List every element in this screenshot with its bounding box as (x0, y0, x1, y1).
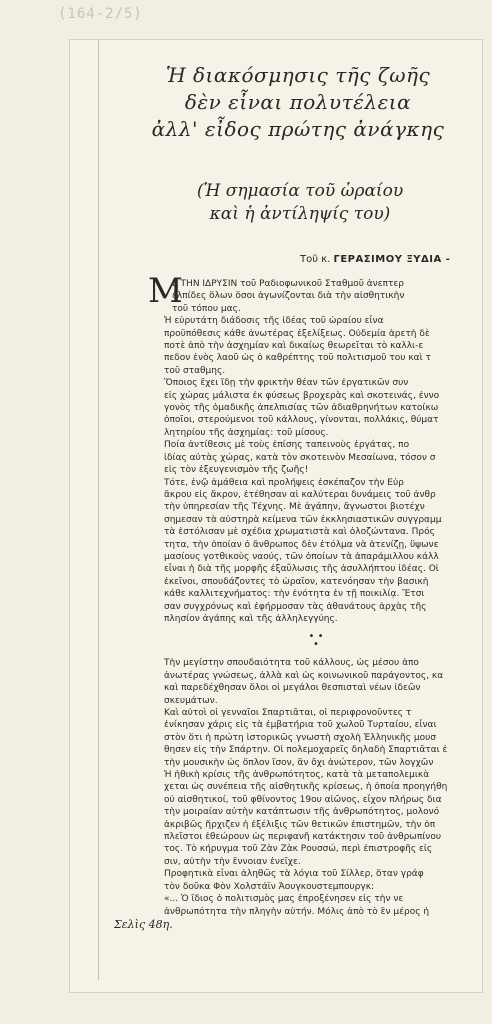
text-line: γονὸς τῆς ὁμαδικῆς ἀπελπισίας τῶν ἀδιαθρηνήτων κατοίκω (164, 403, 439, 414)
text-line: τὴν μουσικὴν ὡς ὅπλον ἴσον, ἂν ὄχι ἀνώτερον, τῶν λογχῶν (164, 757, 434, 768)
text-line: σκευμάτων. (164, 695, 218, 706)
text-line: Τὴν μεγίστην σπουδαιότητα τοῦ κάλλους, ὡς μέσου ἀπο (164, 658, 419, 669)
text-line: τὴν μοιραίαν αὐτὴν κατάπτωσιν τῆς ἀνθρωπότητος, μολονό (164, 807, 440, 818)
paragraph (150, 278, 482, 315)
text-line: εἰς χώρας μάλιστα ἐκ φύσεως βροχερὰς καὶ σκοτεινάς, ἐννο (164, 390, 440, 401)
text-line: ἀκριβῶς ἤρχιζεν ἡ ἐξέλιξις τῶν θετικῶν ἐπιστημῶν, τὴν ὁπ (164, 819, 436, 830)
article-subtitle (150, 180, 450, 226)
paragraph (150, 657, 482, 707)
text-line: ἀνωτέρας γνώσεως, ἀλλὰ καὶ ὡς κοινωνικοῦ παράγοντος, κα (164, 670, 444, 681)
text-line: Τότε, ἐνῷ ἀμάθεια καὶ προλήψεις ἐσκέπαζον τὴν Εὐρ (164, 477, 404, 488)
text-line: Ποία ἀντίθεσις μὲ τοὺς ἐπίσης ταπεινοὺς ἐργάτας, πο (164, 440, 410, 451)
text-line: «... Ὁ ἴδιος ὁ πολιτισμὸς μας ἐπροξένησεν εἰς τὴν νε (164, 894, 404, 905)
paragraph (150, 769, 482, 868)
text-line: ποτὲ ἀπὸ τὴν ἀσχημίαν καὶ δικαίως θεωρεῖται τὸ καλλι-ε (164, 341, 424, 352)
subtitle-line: καὶ ἡ ἀντίληψίς του) (209, 204, 391, 224)
text-line: πλησίον ἀγάπης καὶ τῆς ἀλληλεγγύης. (164, 613, 338, 624)
paragraph (150, 477, 482, 626)
fold-line (98, 40, 99, 980)
page-number: Σελὶς 48η. (114, 918, 173, 931)
text-line: ἰδίας αὐτὰς χώρας, κατὰ τὸν σκοτεινὸν Μεσαίωνα, τόσον σ (164, 452, 436, 463)
text-line: Ἡ εὐρυτάτη διάδοσις τῆς ἰδέας τοῦ ὡραίου εἶνα (164, 316, 384, 327)
handwritten-scrawl: (164-2/5) (58, 6, 143, 22)
text-line: ἄκρου εἰς ἄκρον, ἐτέθησαν αἱ καλύτεραι δυνάμεις τοῦ ἀνθρ (164, 489, 436, 500)
article-title (118, 62, 478, 143)
text-line: ἐκεῖνοι, σπουδάζοντες τὸ ὡραῖον, κατενόησαν τὴν βασικὴ (164, 576, 429, 587)
text-line: καὶ παρεδέχθησαν ὅλοι οἱ μεγάλοι θεσπισταὶ νέων ἰδεῶν (164, 683, 421, 694)
text-line: στὸν ὅτι ἡ πρώτη ἱστορικῶς γνωστὴ σχολὴ Ἑλληνικῆς μουσ (164, 732, 436, 743)
text-line: εἰς τὸν ἐξευγενισμὸν τῆς ζωῆς! (164, 465, 309, 476)
paragraph (150, 707, 482, 769)
text-line: σαν συγχρόνως καὶ ἐφήρμοσαν τὰς ἀθανάτους ἀρχὰς τῆς (164, 601, 427, 612)
text-line: Προφητικὰ εἶναι ἀληθῶς τὰ λόγια τοῦ Σίλλερ, ὅταν γράφ (164, 869, 424, 880)
text-line: ὁποῖοι, στερούμενοι τοῦ κάλλους, γίνονται, πολλάκις, θύματ (164, 415, 439, 426)
text-line: τὰ ἐστόλισαν μὲ σχέδια χρωματιστὰ καὶ ὁλοζώντανα. Πρός (164, 527, 435, 538)
section-separator: • • • (308, 631, 324, 651)
text-line: εἶναι ἡ διὰ τῆς μορφῆς ἐξαΰλωσις τῆς ἀσυλλήπτου ἰδέας. Οἱ (164, 564, 439, 575)
text-line: Ε ΤΗΝ ΙΔΡΥΣΙΝ τοῦ Ραδιοφωνικοῦ Σταθμοῦ ἀνεπτερ (172, 279, 404, 289)
text-line: ἐλπίδες ὅλων ὅσοι ἀγωνίζονται διὰ τὴν αἰσθητικὴν (172, 291, 405, 302)
text-line: χεται ὡς συνέπεια τῆς αἰσθητικῆς κρίσεως, ἡ ὁποία προηγήθη (164, 782, 448, 793)
text-line: ἐνίκησαν χάρις εἰς τὰ ἐμβατήρια τοῦ χωλοῦ Τυρταίου, εἶναι (164, 720, 437, 731)
byline (300, 254, 482, 265)
text-line: Ὅποιος ἔχει ἴδῃ τὴν φρικτὴν θέαν τῶν ἐργατικῶν συν (164, 378, 409, 389)
text-line: ἀνθρωπότητα τὴν πληγὴν αὐτήν. Μόλις ἀπὸ τὸ ἓν μέρος ἡ (164, 906, 430, 917)
byline-author: ΓΕΡΑΣΙΜΟΥ ΞΥΔΙΑ - (333, 254, 451, 265)
text-line: κάθε καλλιτεχνήματος: τὴν ἑνότητα ἐν τῇ ποικιλίᾳ. Ἔτσι (164, 589, 425, 600)
text-line: τοῦ τόπου μας. (172, 303, 241, 314)
text-line: θησεν εἰς τὴν Σπάρτην. Οἱ πολεμοχαρεῖς δηλαδὴ Σπαρτιᾶται ἐ (164, 745, 448, 756)
text-line: τητα, τὴν ὁποίαν ὁ ἄνθρωπος δὲν ἐτόλμα νὰ ἀτενίζῃ, ὕψωνε (164, 539, 439, 550)
text-line: Καὶ αὐτοὶ οἱ γενναῖοι Σπαρτιᾶται, οἱ περιφρονοῦντες τ (164, 708, 412, 718)
paragraph (150, 893, 482, 918)
article-body (148, 271, 482, 918)
byline-prefix: Τοῦ κ. (300, 254, 331, 265)
text-line: μασίους γοτθικοὺς ναούς, τῶν ὁποίων τὰ ἀπαράμιλλου κάλλ (164, 551, 439, 562)
title-line: ἀλλ' εἶδος πρώτης ἀνάγκης (151, 117, 445, 141)
title-line: δὲν εἶναι πολυτέλεια (184, 90, 412, 114)
text-line: τος. Τὸ κήρυγμα τοῦ Ζὰν Ζὰκ Ρουσσώ, περὶ ἐπιστροφῆς εἰς (164, 844, 433, 855)
paragraph (150, 315, 482, 377)
subtitle-line: (Ἡ σημασία τοῦ ὡραίου (196, 181, 404, 201)
title-line: Ἡ διακόσμησις τῆς ζωῆς (165, 63, 431, 87)
text-line: λητηρίου τῆς ἀσχημίας: τοῦ μίσους. (164, 427, 329, 438)
text-line: Ἡ ἠθικὴ κρίσις τῆς ἀνθρωπότητος, κατὰ τὰ μεταπολεμικὰ (164, 770, 430, 781)
text-line: οὐ αἰσθητικοί, τοῦ φθίνοντος 19ου αἰῶνος, εἶχον πλήρως δια (164, 794, 442, 805)
paragraph (150, 868, 482, 893)
text-line: προϋπόθεσις κάθε ἀνωτέρας ἐξελίξεως. Οὐδεμία ἀρετὴ δὲ (164, 328, 430, 339)
text-line: σιν, αὐτὴν τὴν ἔννοιαν ἐνεῖχε. (164, 856, 301, 867)
text-line: σημεσαν τὰ αὐστηρὰ κείμενα τῶν ἐκκλησιαστικῶν συγγραμμ (164, 514, 442, 525)
text-line: τοῦ σταθμης. (164, 365, 226, 376)
paragraph (150, 377, 482, 439)
text-line: πλεῖστοι ἐθεώρουν ὡς περιφανῆ κατάκτησιν τοῦ ἀνθρωπίνου (164, 832, 442, 843)
drop-cap: Μ (148, 271, 183, 311)
text-line: τὴν ὑπηρεσίαν τῆς Τέχνης. Μὲ ἀγάπην, ἄγνωστοι βιοτέχν (164, 502, 425, 513)
paragraph (150, 439, 482, 476)
text-line: πεδον ἑνὸς λαοῦ ὡς ὁ καθρέπτης τοῦ πολιτισμοῦ του καὶ τ (164, 353, 431, 364)
text-line: τὸν δοῦκα Φὸν Χολστάϊν Ἀουγκουστεμπουργκ: (164, 881, 375, 892)
